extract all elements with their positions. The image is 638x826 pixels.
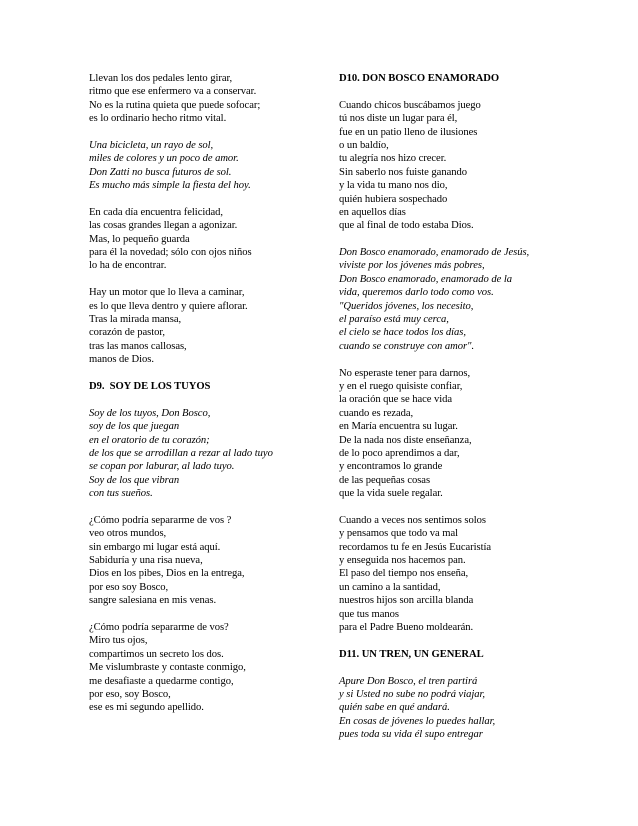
verse-line: y encontramos lo grande <box>339 461 443 473</box>
verse-line: Don Zatti no busca futuros de sol. <box>89 166 232 178</box>
verse-line: de las pequeñas cosas <box>339 474 431 486</box>
verse-line: Sabiduría y una risa nueva, <box>89 555 203 567</box>
verse-line: cuando se construye con amor". <box>339 340 475 352</box>
verse-line: Cuando chicos buscábamos juego <box>339 99 481 111</box>
verse-line: y pensamos que todo va mal <box>339 528 459 540</box>
verse-line: Soy de los que vibran <box>89 474 180 486</box>
verse-line: quién hubiera sospechado <box>339 193 448 205</box>
left-column <box>89 72 319 728</box>
verse-line: ¿Cómo podría separarme de vos? <box>89 622 229 634</box>
verse-line: No es la rutina quieta que puede sofocar; <box>89 99 261 111</box>
verse-line: Apure Don Bosco, el tren partirá <box>339 675 478 687</box>
verse-line: viviste por los jóvenes más pobres, <box>339 260 485 272</box>
verse-line: Es mucho más simple la fiesta del hoy. <box>89 180 251 192</box>
verse-line: o un baldío, <box>339 139 389 151</box>
verse-line: quién sabe en qué andará. <box>339 702 450 714</box>
right-column <box>339 72 609 755</box>
verse-line: que tus manos <box>339 608 399 620</box>
verse-line: Sin saberlo nos fuiste ganando <box>339 166 467 178</box>
stanza <box>89 72 319 126</box>
verse-line: el cielo se hace todos los días, <box>339 327 466 339</box>
stanza <box>339 99 609 233</box>
stanza <box>89 514 319 608</box>
section-heading-d11: D11. UN TREN, UN GENERAL <box>339 648 484 660</box>
stanza <box>89 621 319 715</box>
verse-line: cuando es rezada, <box>339 407 414 419</box>
verse-line: que la vida suele regalar. <box>339 488 443 500</box>
verse-line: Tras la mirada mansa, <box>89 314 182 326</box>
verse-line: Llevan los dos pedales lento girar, <box>89 73 233 84</box>
verse-line: un camino a la santidad, <box>339 581 441 593</box>
verse-line: en aquellos días <box>339 206 406 218</box>
verse-line: Soy de los tuyos, Don Bosco, <box>89 407 211 419</box>
verse-line: Cuando a veces nos sentimos solos <box>339 514 486 526</box>
verse-line: lo ha de encontrar. <box>89 260 167 272</box>
verse-line: por eso soy Bosco, <box>89 581 169 593</box>
verse-line: me desafiaste a quedarme contigo, <box>89 675 234 687</box>
section-heading-d10: D10. DON BOSCO ENAMORADO <box>339 73 500 84</box>
verse-line: Hay un motor que lo lleva a caminar, <box>89 287 245 299</box>
verse-line: Una bicicleta, un rayo de sol, <box>89 139 214 151</box>
verse-line: que al final de todo estaba Dios. <box>339 220 474 232</box>
verse-line: manos de Dios. <box>89 354 154 366</box>
verse-line: es lo ordinario hecho ritmo vital. <box>89 113 227 125</box>
verse-line: se copan por laburar, al lado tuyo. <box>89 461 235 473</box>
verse-line: por eso, soy Bosco, <box>89 688 171 700</box>
verse-line: De la nada nos diste enseñanza, <box>339 434 472 446</box>
verse-line: y si Usted no sube no podrá viajar, <box>339 689 485 700</box>
verse-line: en María encuentra su lugar. <box>339 421 458 433</box>
verse-line: y en el ruego quisiste confiar, <box>339 381 463 392</box>
verse-line: No esperaste tener para darnos, <box>339 367 471 379</box>
verse-line: recordamos tu fe en Jesús Eucaristía <box>339 541 492 553</box>
verse-line: Don Bosco enamorado, enamorado de la <box>339 273 512 285</box>
verse-line: Miro tus ojos, <box>89 635 148 647</box>
verse-line: y enseguida nos hacemos pan. <box>339 555 466 567</box>
verse-line: fue en un patio lleno de ilusiones <box>339 126 478 138</box>
verse-line: corazón de pastor, <box>89 327 166 339</box>
stanza <box>89 407 319 501</box>
verse-line: En cada día encuentra felicidad, <box>89 206 223 218</box>
verse-line: miles de colores y un poco de amor. <box>89 153 239 165</box>
verse-line: tu alegría nos hizo crecer. <box>339 153 447 165</box>
verse-line: la oración que se hace vida <box>339 394 453 406</box>
verse-line: sangre salesiana en mis venas. <box>89 595 217 607</box>
verse-line: Dios en los pibes, Dios en la entrega, <box>89 568 245 580</box>
verse-line: sin embargo mi lugar está aquí. <box>89 541 221 553</box>
verse-line: vida, queremos darlo todo como vos. <box>339 287 494 299</box>
stanza <box>339 246 609 353</box>
verse-line: Don Bosco enamorado, enamorado de Jesús, <box>339 247 530 259</box>
verse-line: las cosas grandes llegan a agonizar. <box>89 220 238 232</box>
verse-line: es lo que lleva dentro y quiere aflorar. <box>89 300 248 312</box>
verse-line: El paso del tiempo nos enseña, <box>339 568 469 580</box>
verse-line: para él la novedad; sólo con ojos niños <box>89 247 252 259</box>
section-heading-d9: D9. SOY DE LOS TUYOS <box>89 380 211 392</box>
stanza <box>339 367 609 501</box>
verse-line: compartimos un secreto los dos. <box>89 648 224 660</box>
verse-line: "Queridos jóvenes, los necesito, <box>339 300 474 312</box>
verse-line: pues toda su vida él supo entregar <box>339 729 483 741</box>
verse-line: tras las manos callosas, <box>89 340 187 352</box>
verse-line: ese es mi segundo apellido. <box>89 702 204 714</box>
verse-line: Mas, lo pequeño guarda <box>89 233 190 245</box>
verse-line: en el oratorio de tu corazón; <box>89 434 210 446</box>
verse-line: ritmo que ese enfermero va a conservar. <box>89 86 257 98</box>
verse-line: tú nos diste un lugar para él, <box>339 113 458 125</box>
verse-line: de lo poco aprendimos a dar, <box>339 447 460 459</box>
verse-line: para el Padre Bueno moldearán. <box>339 622 474 634</box>
verse-line: nuestros hijos son arcilla blanda <box>339 595 474 607</box>
verse-line: veo otros mundos, <box>89 528 167 540</box>
verse-line: con tus sueños. <box>89 488 153 500</box>
verse-line: En cosas de jóvenes lo puedes hallar, <box>339 715 496 727</box>
stanza <box>339 675 609 742</box>
verse-line: y la vida tu mano nos dio, <box>339 180 448 192</box>
stanza <box>339 514 609 635</box>
verse-line: de los que se arrodillan a rezar al lado tuyo <box>89 447 273 459</box>
stanza <box>89 206 319 273</box>
verse-line: Me vislumbraste y contaste conmigo, <box>89 662 246 674</box>
stanza <box>89 286 319 366</box>
verse-line: ¿Cómo podría separarme de vos ? <box>89 514 232 526</box>
verse-line: el paraíso está muy cerca, <box>339 314 449 326</box>
verse-line: soy de los que juegan <box>89 421 180 433</box>
stanza <box>89 139 319 193</box>
